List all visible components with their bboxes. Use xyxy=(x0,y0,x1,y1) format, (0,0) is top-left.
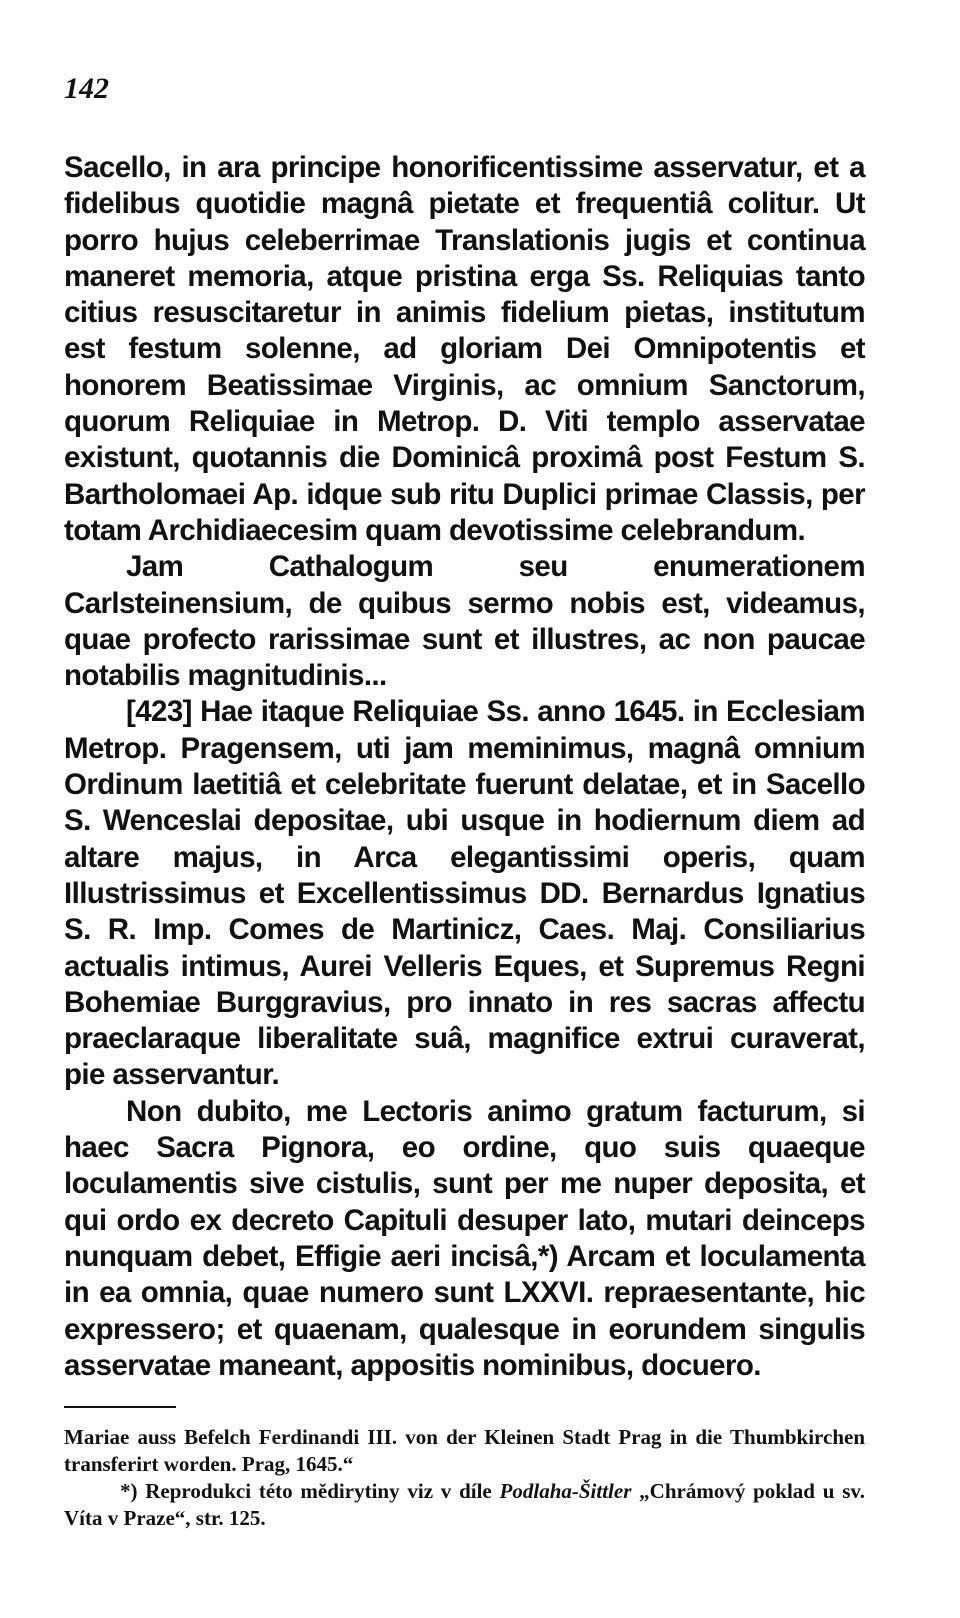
footnote-star-suffix: „Chrámový poklad u sv. Víta v Praze“, str. 125. xyxy=(64,1479,865,1531)
page-number: 142 xyxy=(64,72,109,105)
footnote-divider xyxy=(64,1406,176,1408)
main-text xyxy=(64,150,865,1384)
paragraph-2: Jam Cathalogum seu enumerationem Carlsteinensium, de quibus sermo nobis est, videamus, quae profecto rarissimae sunt et illustres, ac non paucae notabilis magnitudinis... xyxy=(64,550,865,693)
footnote-star-authors: Podlaha-Šittler xyxy=(499,1479,632,1504)
paragraph-3: [423] Hae itaque Reliquiae Ss. anno 1645. in Ecclesiam Metrop. Pragensem, uti jam meminimus, magnâ omnium Ordinum laetitiâ et celebritate fuerunt delatae, et in Sacello S. Wenceslai depositae, ubi usque in hodiernum diem ad altare majus, in Arca elegantissimi operis, quam Illustrissimus et Excellentissimus DD. Bernardus Ignatius S. R. Imp. Comes de Martinicz, Caes. Maj. Consiliarius actualis intimus, Aurei Velleris Eques, et Supremus Regni Bohemiae Burggravius, pro innato in res sacras affectu praeclaraque liberalitate suâ, magnifice extrui curaverat, pie asservantur. xyxy=(64,695,865,1092)
paragraph-1: Sacello, in ara principe honorificentissime asservatur, et a fidelibus quotidie magnâ pietate et frequentiâ colitur. Ut porro hujus celeberrimae Translationis jugis et continua maneret memoria, atque pristina erga Ss. Reliquias tanto citius resuscitaretur in animis fidelium pietas, institutum est festum solenne, ad gloriam Dei Omnipotentis et honorem Beatissimae Virginis, ac omnium Sanctorum, quorum Reliquiae in Metrop. D. Viti templo asservatae existunt, quotannis die Dominicâ proximâ post Festum S. Bartholomaei Ap. idque sub ritu Duplici primae Classis, per totam Archidiaecesim quam devotissime celebrandum. xyxy=(64,151,865,547)
footnote-star xyxy=(64,1478,865,1532)
paragraph-4: Non dubito, me Lectoris animo gratum facturum, si haec Sacra Pignora, eo ordine, quo suis quaeque loculamentis sive cistulis, sunt per me nuper deposita, et qui ordo ex decreto Capituli desuper lato, mutari deinceps nunquam debet, Effigie aeri incisâ,*) Arcam et loculamenta in ea omnia, quae numero sunt LXXVI. repraesentante, hic expressero; et quaenam, qualesque in eorundem singulis asservatae maneant, appositis nominibus, docuero. xyxy=(64,1094,865,1382)
footnote-continued: Mariae auss Befelch Ferdinandi III. von der Kleinen Stadt Prag in die Thumbkirchen transferirt worden. Prag, 1645.“ xyxy=(64,1425,865,1477)
footnote-star-prefix: *) Reprodukci této mědirytiny viz v díle xyxy=(120,1479,500,1504)
